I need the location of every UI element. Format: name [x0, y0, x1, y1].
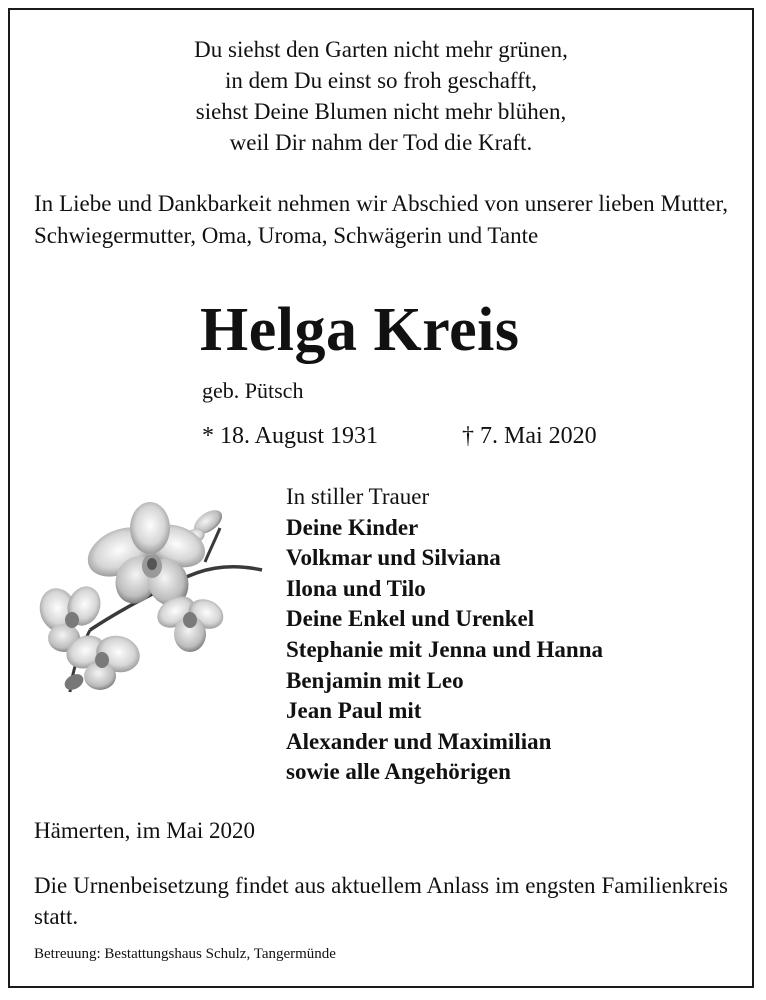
mourner-line: Deine Enkel und Urenkel: [286, 606, 535, 632]
maiden-name: geb. Pütsch: [202, 378, 304, 403]
mourner-line: Stephanie mit Jenna und Hanna: [286, 636, 603, 662]
mourner-line: sowie alle Angehörigen: [286, 759, 511, 785]
mourner-line: Volkmar und Silviana: [286, 545, 501, 571]
mourner-line: Benjamin mit Leo: [286, 667, 464, 693]
funeral-home-credit: Betreuung: Bestattungshaus Schulz, Tangermünde: [34, 946, 336, 962]
place-date: Hämerten, im Mai 2020: [34, 818, 256, 843]
mourner-line: Deine Kinder: [286, 514, 419, 540]
poem-line: weil Dir nahm der Tod die Kraft.: [229, 130, 533, 155]
death-date: † 7. Mai 2020: [462, 423, 597, 449]
poem-line: Du siehst den Garten nicht mehr grünen,: [194, 37, 568, 62]
mourners-list: [286, 482, 603, 788]
mourner-line: Ilona und Tilo: [286, 575, 426, 601]
poem: [10, 34, 752, 158]
mourners-lead: In stiller Trauer: [286, 484, 430, 509]
orchid-branch-image: [30, 500, 270, 710]
birth-date: * 18. August 1931: [202, 423, 379, 449]
intro-text: In Liebe und Dankbarkeit nehmen wir Abschied von unserer lieben Mutter, Schwiegermutter, Oma, Uroma, Schwägerin und Tante: [34, 191, 728, 248]
burial-notice: Die Urnenbeisetzung findet aus aktuellem Anlass im engsten Familienkreis statt.: [34, 873, 728, 929]
mourner-line: Alexander und Maximilian: [286, 728, 552, 754]
deceased-name: Helga Kreis: [200, 296, 520, 364]
obituary-frame: [8, 8, 754, 988]
poem-line: in dem Du einst so froh geschafft,: [225, 68, 537, 93]
mourner-line: Jean Paul mit: [286, 698, 422, 724]
poem-line: siehst Deine Blumen nicht mehr blühen,: [195, 99, 567, 124]
